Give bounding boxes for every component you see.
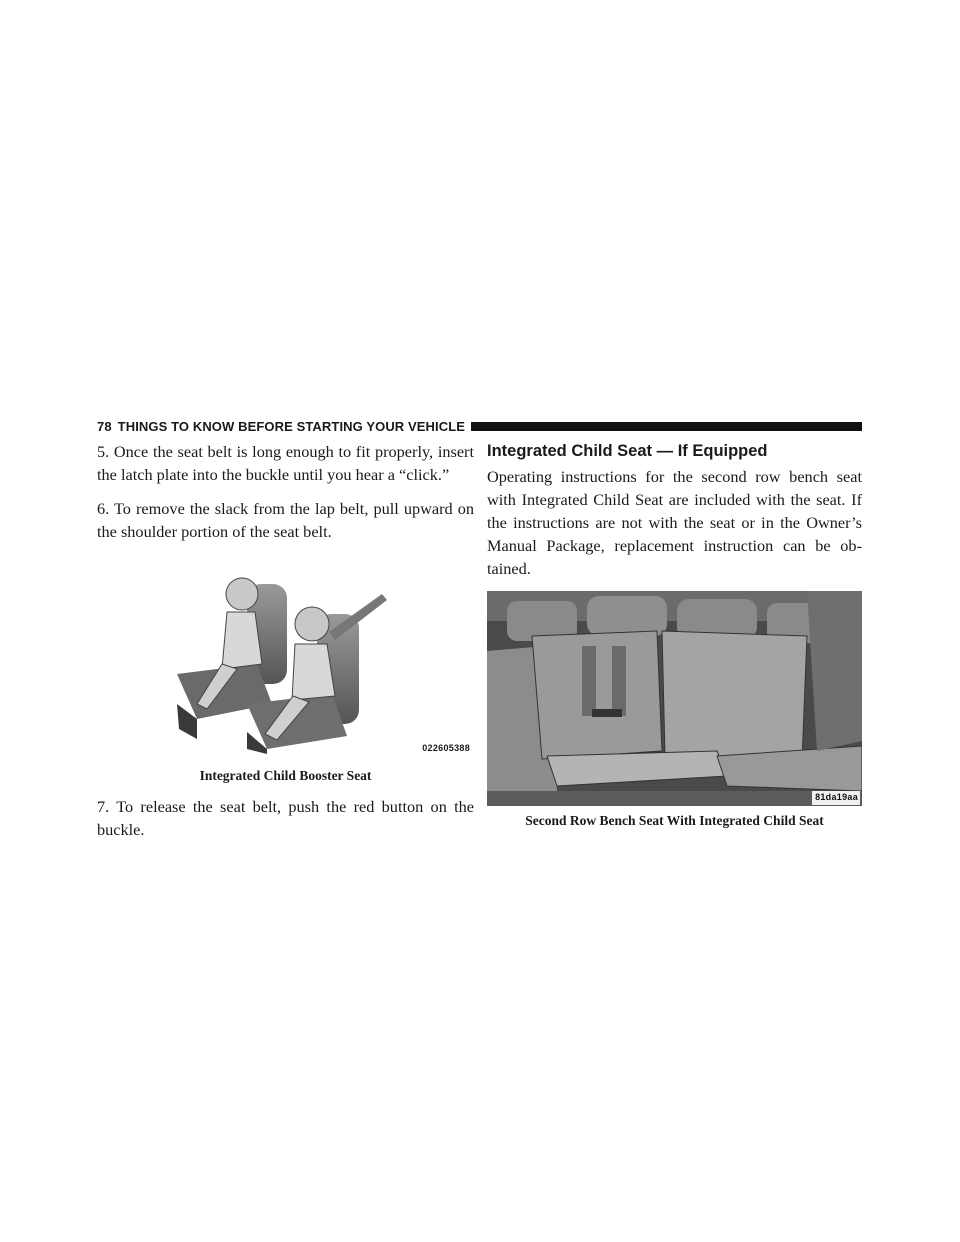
step-5-text: 5. Once the seat belt is long enough to fit properly, insert the latch plate into the buckle until you hear a “click.”: [97, 442, 474, 484]
header-rule: [471, 422, 862, 431]
left-column: [97, 440, 474, 852]
section-paragraph: Operating instructions for the second row bench seat with Integrated Child Seat are included with the seat. If the instructions are not with the seat or in the Owner’s Manual Package, replacement instruction can be ob- tained.: [487, 467, 862, 578]
booster-seat-illustration: [97, 554, 474, 754]
step-7-text: 7. To release the seat belt, push the red button on the buckle.: [97, 797, 474, 839]
step-6-text: 6. To remove the slack from the lap belt, pull upward on the shoulder portion of the seat belt.: [97, 499, 474, 541]
figure-code-1: 022605388: [422, 743, 470, 753]
page-number: 78: [97, 418, 112, 434]
page-header: [97, 418, 862, 434]
booster-seat-figure: [97, 554, 474, 767]
running-header-title: THINGS TO KNOW BEFORE STARTING YOUR VEHICLE: [117, 418, 466, 434]
booster-seat-caption: Integrated Child Booster Seat: [199, 768, 372, 783]
section-heading: Integrated Child Seat — If Equipped: [487, 442, 768, 460]
right-column: [487, 440, 862, 830]
bench-seat-figure: [487, 591, 862, 806]
bench-seat-illustration: [487, 591, 862, 806]
figure-code-2: 81da19aa: [815, 792, 858, 802]
bench-seat-caption: Second Row Bench Seat With Integrated Child Seat: [525, 813, 824, 828]
